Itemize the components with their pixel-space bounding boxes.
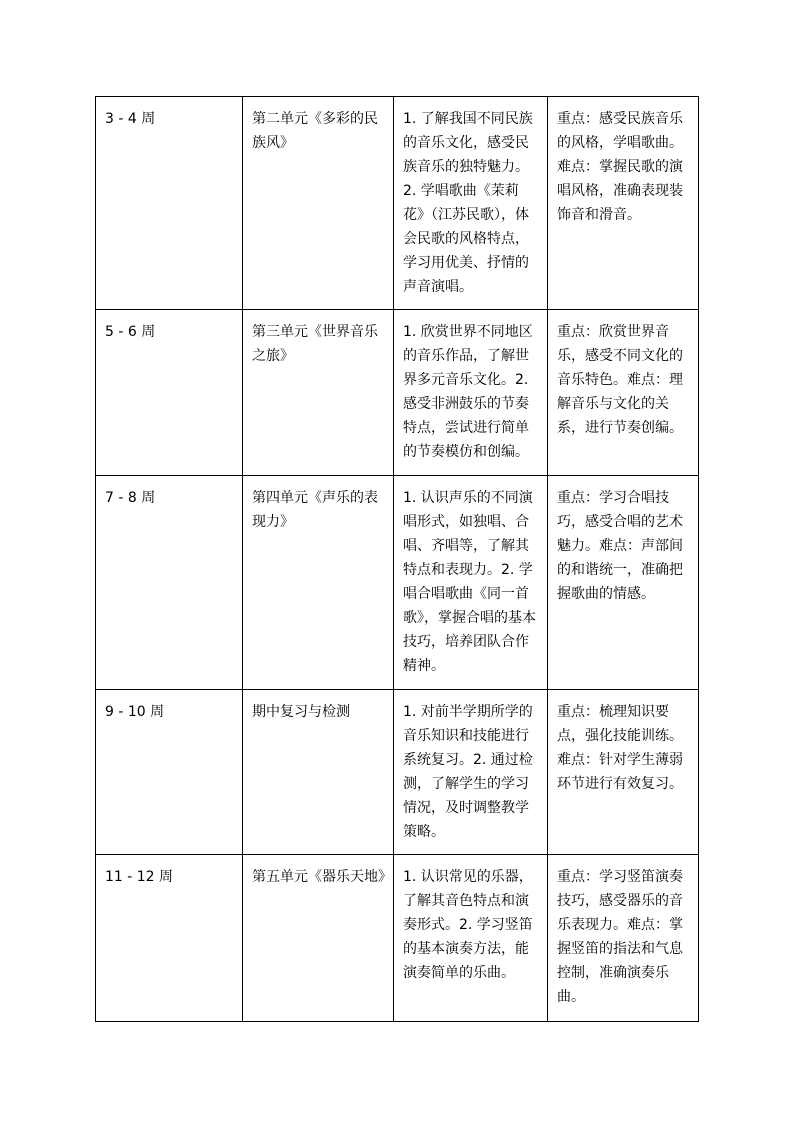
goals-cell: 1. 了解我国不同民族的音乐文化，感受民族音乐的独特魅力。 2. 学唱歌曲《茉莉花》（江苏民歌），体会民歌的风格特点，学习用优美、抒情的声音演唱。 xyxy=(394,97,548,310)
table-row xyxy=(96,310,699,476)
goals-cell: 1. 认识常见的乐器，了解其音色特点和演奏形式。2. 学习竖笛的基本演奏方法，能演奏简单的乐曲。 xyxy=(394,855,548,1022)
table-row xyxy=(96,690,699,855)
focus-cell: 重点：欣赏世界音乐，感受不同文化的音乐特色。难点：理解音乐与文化的关系，进行节奏创编。 xyxy=(548,310,699,476)
teaching-plan-table xyxy=(95,96,699,1022)
goals-cell: 1. 认识声乐的不同演唱形式，如独唱、合唱、齐唱等，了解其特点和表现力。2. 学唱合唱歌曲《同一首歌》，掌握合唱的基本技巧，培养团队合作精神。 xyxy=(394,476,548,690)
focus-cell: 重点：梳理知识要点，强化技能训练。难点：针对学生薄弱环节进行有效复习。 xyxy=(548,690,699,855)
unit-cell: 第二单元《多彩的民族风》 xyxy=(243,97,394,310)
goals-cell: 1. 对前半学期所学的音乐知识和技能进行系统复习。2. 通过检测，了解学生的学习情况，及时调整教学策略。 xyxy=(394,690,548,855)
unit-cell: 期中复习与检测 xyxy=(243,690,394,855)
table-row xyxy=(96,476,699,690)
week-cell: 5 - 6 周 xyxy=(96,310,243,476)
table-row xyxy=(96,97,699,310)
unit-cell: 第五单元《器乐天地》 xyxy=(243,855,394,1022)
focus-cell: 重点：学习竖笛演奏技巧，感受器乐的音乐表现力。难点：掌握竖笛的指法和气息控制，准确演奏乐曲。 xyxy=(548,855,699,1022)
goals-cell: 1. 欣赏世界不同地区的音乐作品，了解世界多元音乐文化。2. 感受非洲鼓乐的节奏特点，尝试进行简单的节奏模仿和创编。 xyxy=(394,310,548,476)
unit-cell: 第四单元《声乐的表现力》 xyxy=(243,476,394,690)
week-cell: 7 - 8 周 xyxy=(96,476,243,690)
week-cell: 9 - 10 周 xyxy=(96,690,243,855)
focus-cell: 重点：感受民族音乐的风格，学唱歌曲。难点：掌握民歌的演唱风格，准确表现装饰音和滑音。 xyxy=(548,97,699,310)
week-cell: 3 - 4 周 xyxy=(96,97,243,310)
week-cell: 11 - 12 周 xyxy=(96,855,243,1022)
focus-cell: 重点：学习合唱技巧，感受合唱的艺术魅力。难点：声部间的和谐统一，准确把握歌曲的情感。 xyxy=(548,476,699,690)
unit-cell: 第三单元《世界音乐之旅》 xyxy=(243,310,394,476)
table-row xyxy=(96,855,699,1022)
